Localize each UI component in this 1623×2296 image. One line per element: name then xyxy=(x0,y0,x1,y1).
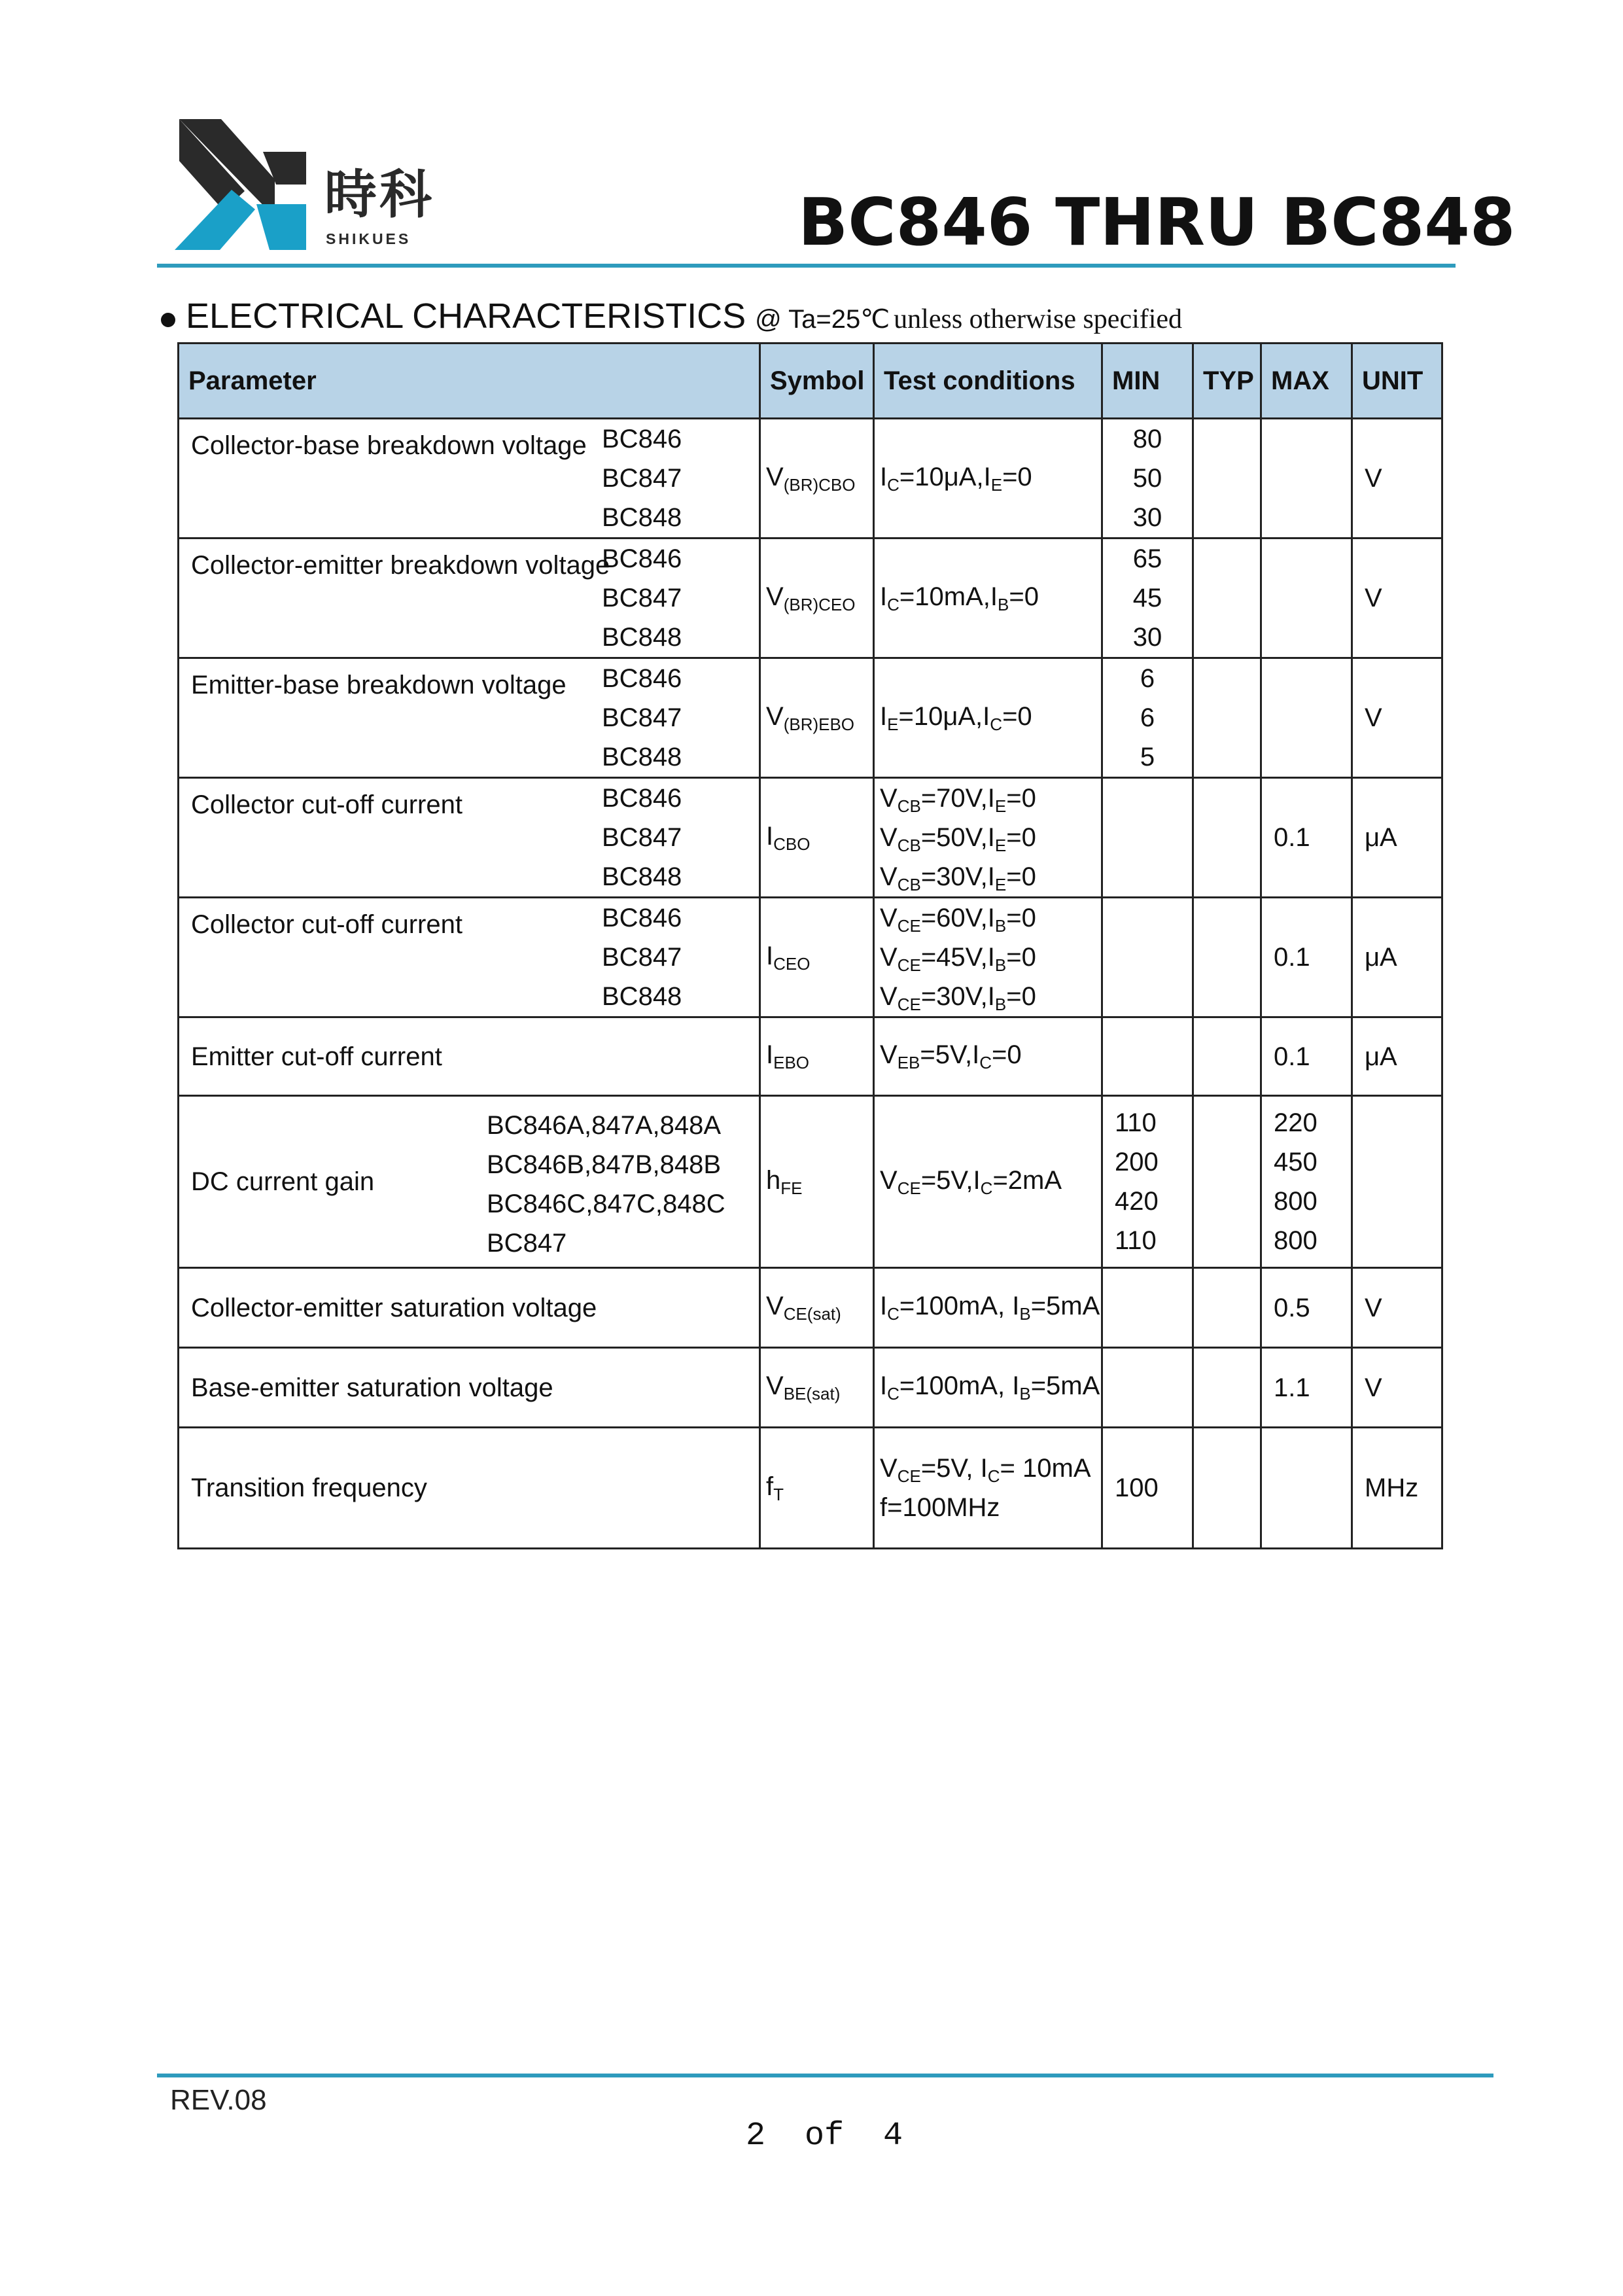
max-cell: 0.1 xyxy=(1261,778,1352,898)
section-heading xyxy=(161,298,1182,334)
max-cell: 0.1 xyxy=(1261,898,1352,1017)
parameter-name: Collector-emitter saturation voltage xyxy=(179,1268,760,1348)
max-cell xyxy=(1261,658,1352,778)
device-list xyxy=(602,898,733,1016)
test-condition-cell: $I_E=10\mu A,I_C=0$ xyxy=(874,658,1102,778)
symbol-cell: $h_{FE}$ xyxy=(760,1096,874,1268)
parameter-name: Transition frequency xyxy=(179,1428,760,1549)
section-condition-note: unless otherwise specified xyxy=(894,304,1183,334)
parameter-name: Base-emitter saturation voltage xyxy=(179,1348,760,1428)
test-condition-cell: $I_C=10mA,I_B=0$ xyxy=(874,539,1102,658)
min-cell xyxy=(1102,898,1193,1017)
max-cell xyxy=(1261,419,1352,539)
table-row xyxy=(179,778,1442,898)
parameter-cell xyxy=(179,778,760,898)
device: BC846C,847C,848C xyxy=(487,1190,725,1218)
min-cell xyxy=(1102,1017,1193,1096)
typ-cell xyxy=(1193,1096,1261,1268)
header-typ: TYP xyxy=(1193,344,1261,419)
unit-cell: V xyxy=(1352,419,1442,539)
symbol-cell: $V_{(BR)EBO}$ xyxy=(760,658,874,778)
shikues-logo-mark xyxy=(171,119,309,250)
typ-cell xyxy=(1193,1017,1261,1096)
min-cell: 100 xyxy=(1102,1428,1193,1549)
device: BC846 xyxy=(602,425,682,453)
min-cell: 65 45 30 xyxy=(1102,539,1193,658)
device: BC848 xyxy=(602,982,682,1011)
device: BC846A,847A,848A xyxy=(487,1111,722,1140)
unit-cell xyxy=(1352,1096,1442,1268)
table-row xyxy=(179,539,1442,658)
unit-cell: V xyxy=(1352,658,1442,778)
typ-cell xyxy=(1193,778,1261,898)
max-cell: 220 450 800 800 xyxy=(1261,1096,1352,1268)
min-cell xyxy=(1102,778,1193,898)
symbol-cell: $I_{EBO}$ xyxy=(760,1017,874,1096)
device-list xyxy=(602,659,733,777)
min-cell: 6 6 5 xyxy=(1102,658,1193,778)
footer-divider xyxy=(157,2074,1493,2077)
device: BC847 xyxy=(602,464,682,493)
parameter-name: Collector-emitter breakdown voltage xyxy=(191,551,610,580)
test-condition-cell: $I_C=10\mu A,I_E=0$ xyxy=(874,419,1102,539)
table-row xyxy=(179,419,1442,539)
device: BC848 xyxy=(602,503,682,532)
parameter-cell xyxy=(179,1096,760,1268)
symbol-cell: $V_{BE(sat)}$ xyxy=(760,1348,874,1428)
page-number: 2 of 4 xyxy=(746,2117,903,2155)
test-condition-cell: $V_{CE}=60V,I_B=0$ $V_{CE}=45V,I_B=0$ $V_{CE}=30V,I_B=0$ xyxy=(874,898,1102,1017)
section-title: ELECTRICAL CHARACTERISTICS xyxy=(186,296,746,336)
typ-cell xyxy=(1193,898,1261,1017)
parameter-name: Emitter-base breakdown voltage xyxy=(191,671,567,699)
symbol-cell: $f_T$ xyxy=(760,1428,874,1549)
test-condition-cell: $I_C=100mA$, $I_B=5mA$ xyxy=(874,1348,1102,1428)
table-row xyxy=(179,658,1442,778)
max-cell xyxy=(1261,539,1352,658)
header-parameter: Parameter xyxy=(179,344,760,419)
logo-english-name: SHIKUES xyxy=(326,230,411,247)
header-symbol: Symbol xyxy=(760,344,874,419)
table-row xyxy=(179,1268,1442,1348)
document-title: BC846 THRU BC848 xyxy=(798,184,1516,260)
max-cell: 0.5 xyxy=(1261,1268,1352,1348)
parameter-cell xyxy=(179,658,760,778)
device: BC846B,847B,848B xyxy=(487,1150,722,1179)
device-list xyxy=(602,779,733,896)
table-row xyxy=(179,898,1442,1017)
test-condition-cell: $I_C=100mA$, $I_B=5mA$ xyxy=(874,1268,1102,1348)
device: BC846 xyxy=(602,664,682,693)
device: BC846 xyxy=(602,904,682,932)
typ-cell xyxy=(1193,539,1261,658)
table-row xyxy=(179,1017,1442,1096)
parameter-cell xyxy=(179,539,760,658)
device: BC847 xyxy=(602,943,682,972)
test-condition-cell: $V_{CB}=70V,I_E=0$ $V_{CB}=50V,I_E=0$ $V_{CB}=30V,I_E=0$ xyxy=(874,778,1102,898)
section-temperature: @ Ta=25℃ xyxy=(755,305,890,334)
symbol-cell: $I_{CBO}$ xyxy=(760,778,874,898)
table-row xyxy=(179,1428,1442,1549)
device-list xyxy=(487,1097,725,1267)
min-cell: 110 200 420 110 xyxy=(1102,1096,1193,1268)
device: BC847 xyxy=(602,703,682,732)
test-condition-cell: $V_{CE}=5V,I_C=2mA$ xyxy=(874,1096,1102,1268)
bullet-icon xyxy=(161,313,175,327)
device: BC846 xyxy=(602,544,682,573)
max-cell: 1.1 xyxy=(1261,1348,1352,1428)
test-condition-cell: $V_{CE}=5V$, $I_C= 10mA$ f=100MHz xyxy=(874,1428,1102,1549)
header-divider xyxy=(157,264,1456,268)
unit-cell: μA xyxy=(1352,898,1442,1017)
device-list xyxy=(602,539,733,657)
unit-cell: V xyxy=(1352,539,1442,658)
min-cell xyxy=(1102,1268,1193,1348)
unit-cell: V xyxy=(1352,1348,1442,1428)
table-row xyxy=(179,1348,1442,1428)
logo-chinese-name: 時科 xyxy=(324,164,434,225)
max-cell: 0.1 xyxy=(1261,1017,1352,1096)
device: BC846 xyxy=(602,784,682,813)
typ-cell xyxy=(1193,1268,1261,1348)
device-list xyxy=(602,419,733,537)
max-cell xyxy=(1261,1428,1352,1549)
min-cell: 80 50 30 xyxy=(1102,419,1193,539)
device: BC848 xyxy=(602,623,682,652)
typ-cell xyxy=(1193,1428,1261,1549)
symbol-cell: $V_{(BR)CEO}$ xyxy=(760,539,874,658)
device: BC848 xyxy=(602,862,682,891)
electrical-characteristics-table xyxy=(177,342,1443,1549)
typ-cell xyxy=(1193,658,1261,778)
typ-cell xyxy=(1193,1348,1261,1428)
unit-cell: μA xyxy=(1352,778,1442,898)
device: BC847 xyxy=(487,1229,567,1258)
parameter-name: Collector cut-off current xyxy=(191,910,462,939)
parameter-name: Collector-base breakdown voltage xyxy=(191,431,587,460)
symbol-cell: $V_{CE(sat)}$ xyxy=(760,1268,874,1348)
header-unit: UNIT xyxy=(1352,344,1442,419)
symbol-cell: $V_{(BR)CBO}$ xyxy=(760,419,874,539)
device: BC848 xyxy=(602,743,682,771)
device: BC847 xyxy=(602,584,682,612)
unit-cell: MHz xyxy=(1352,1428,1442,1549)
parameter-cell xyxy=(179,898,760,1017)
unit-cell: μA xyxy=(1352,1017,1442,1096)
typ-cell xyxy=(1193,419,1261,539)
min-cell xyxy=(1102,1348,1193,1428)
test-condition-cell: $V_{EB}=5V,I_C=0$ xyxy=(874,1017,1102,1096)
header-max: MAX xyxy=(1261,344,1352,419)
header-min: MIN xyxy=(1102,344,1193,419)
header-test-conditions: Test conditions xyxy=(874,344,1102,419)
table-row xyxy=(179,1096,1442,1268)
parameter-name: Emitter cut-off current xyxy=(179,1017,760,1096)
revision-label: REV.08 xyxy=(170,2084,267,2116)
symbol-cell: $I_{CEO}$ xyxy=(760,898,874,1017)
parameter-cell xyxy=(179,419,760,539)
table-header-row xyxy=(179,344,1442,419)
parameter-name: DC current gain xyxy=(191,1167,375,1196)
device: BC847 xyxy=(602,823,682,852)
parameter-name: Collector cut-off current xyxy=(191,790,462,819)
unit-cell: V xyxy=(1352,1268,1442,1348)
